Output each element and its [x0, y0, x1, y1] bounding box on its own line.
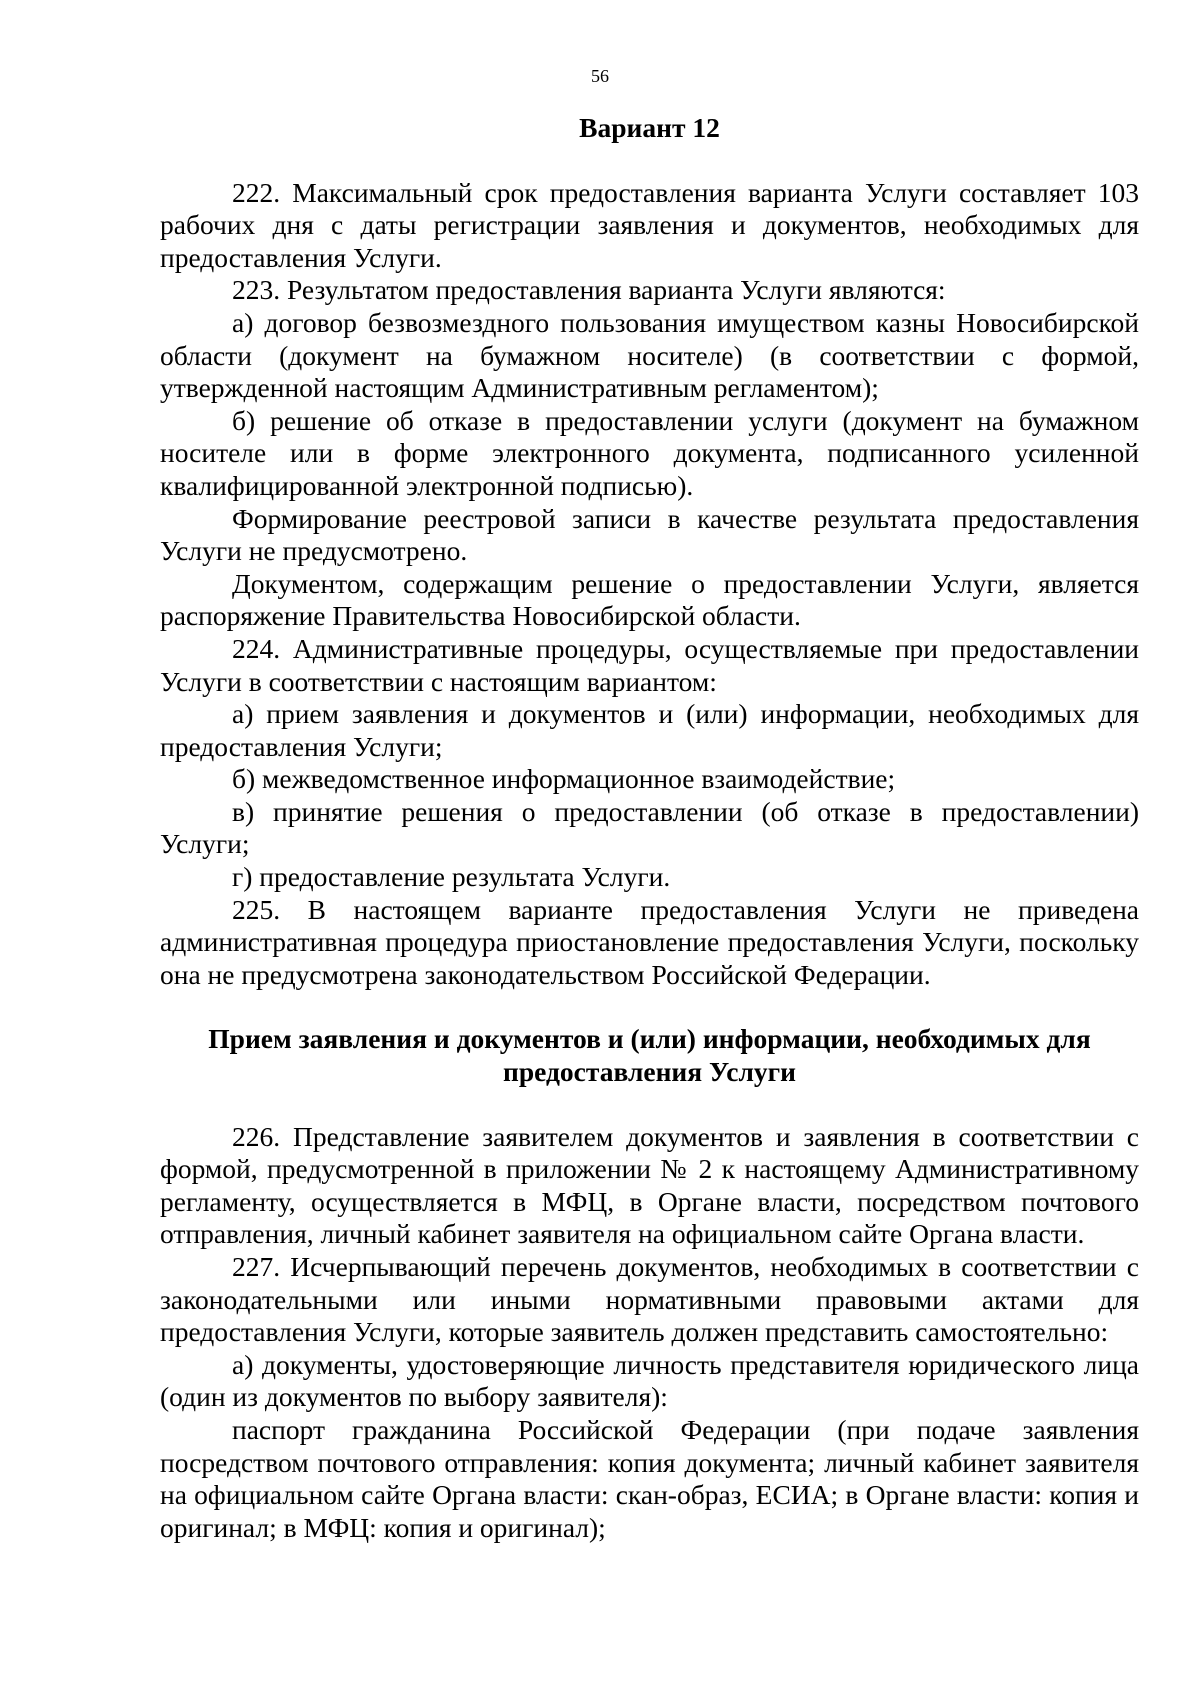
- paragraph: а) прием заявления и документов и (или) информации, необходимых для предоставления Услуги;: [160, 698, 1139, 762]
- page-number: 56: [591, 66, 609, 86]
- paragraph: 223. Результатом предоставления варианта Услуги являются:: [232, 274, 946, 306]
- paragraph: паспорт гражданина Российской Федерации (при подаче заявления посредством почтового отправления: копия документа; личный кабинет заявителя на официальном сайте Органа власти: скан-образ, ЕСИА; в Органе власти: копия и оригинал; в МФЦ: копия и оригинал);: [160, 1413, 1139, 1543]
- paragraph: Документом, содержащим решение о предоставлении Услуги, является распоряжение Правительства Новосибирской области.: [160, 567, 1139, 632]
- paragraph: б) решение об отказе в предоставлении услуги (документ на бумажном носителе или в форме электронного документа, подписанного усиленной квалифицированной электронной подписью).: [160, 404, 1139, 501]
- paragraph: 222. Максимальный срок предоставления варианта Услуги составляет 103 рабочих дня с даты регистрации заявления и документов, необходимых для предоставления Услуги.: [160, 176, 1139, 273]
- paragraph: 224. Административные процедуры, осуществляемые при предоставлении Услуги в соответствии с настоящим вариантом:: [160, 632, 1139, 697]
- paragraph: б) межведомственное информационное взаимодействие;: [232, 763, 896, 795]
- paragraph: 227. Исчерпывающий перечень документов, необходимых в соответствии с законодательными или иными нормативными правовыми актами для предоставления Услуги, которые заявитель должен представить самостоятельно:: [160, 1251, 1139, 1348]
- paragraph: а) документы, удостоверяющие личность представителя юридического лица (один из документов по выбору заявителя):: [160, 1348, 1139, 1413]
- paragraph: Формирование реестровой записи в качестве результата предоставления Услуги не предусмотрено.: [160, 502, 1139, 567]
- paragraph: г) предоставление результата Услуги.: [232, 861, 671, 893]
- paragraph: 226. Представление заявителем документов и заявления в соответствии с формой, предусмотренной в приложении № 2 к настоящему Административному регламенту, осуществляется в МФЦ, в Органе власти, посредством почтового отправления, личный кабинет заявителя на официальном сайте Органа власти.: [160, 1120, 1139, 1250]
- paragraph: в) принятие решения о предоставлении (об отказе в предоставлении) Услуги;: [160, 795, 1139, 860]
- document-body: [160, 112, 1139, 1544]
- paragraph: а) договор безвозмездного пользования имуществом казны Новосибирской области (документ на бумажном носителе) (в соответствии с формой, утвержденной настоящим Административным регламентом);: [160, 306, 1139, 404]
- section-heading: Прием заявления и документов и (или) информации, необходимых для предоставления Услуги: [208, 1023, 1091, 1088]
- paragraph: 225. В настоящем варианте предоставления Услуги не приведена административная процедура приостановление предоставления Услуги, поскольку она не предусмотрена законодательством Российской Федерации.: [160, 893, 1139, 990]
- document-title: Вариант 12: [579, 112, 720, 143]
